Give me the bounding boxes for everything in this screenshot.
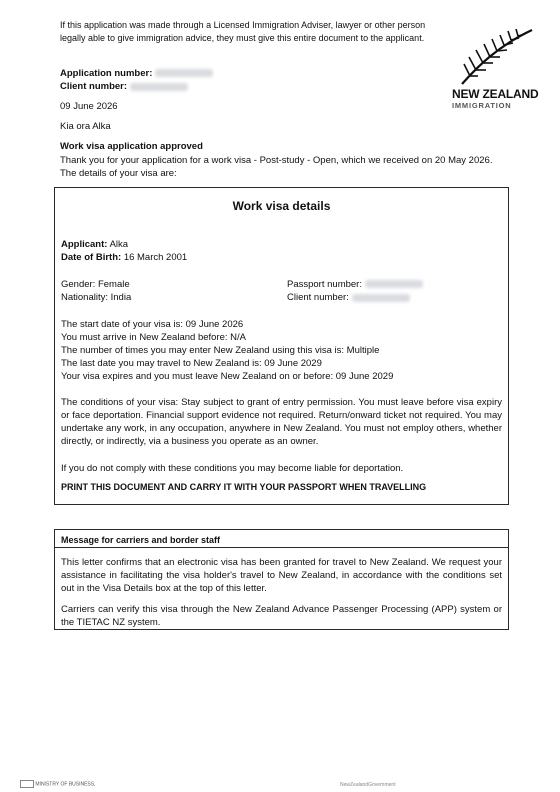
crest-icon xyxy=(20,780,34,788)
gender: Gender: Female xyxy=(61,279,130,290)
visa-expiry: Your visa expires and you must leave New Zealand on or before: 09 June 2029 xyxy=(61,371,394,383)
footer-ministry: MINISTRY OF BUSINESS, xyxy=(35,781,96,788)
greeting: Kia ora Alka xyxy=(60,121,111,132)
footer-left xyxy=(20,780,96,788)
applicant-label: Applicant: xyxy=(61,239,108,250)
silver-fern-icon xyxy=(456,26,536,86)
footer-right: NewZealandGovernment xyxy=(340,782,396,788)
logo-line1: NEW ZEALAND xyxy=(452,87,539,101)
dob-label: Date of Birth: xyxy=(61,252,122,264)
carriers-para1: This letter confirms that an electronic visa has been granted for travel to New Zealand. We request your assistance in facilitating the visa holder's travel to New Zealand, in accordance with the conditions set out in the Visa Details box at the top of this letter. xyxy=(61,557,502,595)
approval-heading: Work visa application approved xyxy=(60,141,203,152)
carriers-box xyxy=(54,529,509,630)
redacted-client-number xyxy=(130,83,188,91)
application-number-label: Application number: xyxy=(60,68,153,79)
letter-date: 09 June 2026 xyxy=(60,101,118,112)
client-number-label: Client number: xyxy=(60,81,128,93)
applicant-value: Alka xyxy=(109,239,129,250)
header-notice: If this application was made through a Licensed Immigration Adviser, lawyer or other person legally able to give immigration advice, they must give this entire document to the applicant. xyxy=(60,20,426,43)
deportation-warning: If you do not comply with these conditions you may become liable for deportation. xyxy=(61,463,404,474)
carriers-heading: Message for carriers and border staff xyxy=(61,535,221,545)
visa-start-date: The start date of your visa is: 09 June 2026 xyxy=(61,319,244,330)
redacted-box-client-number xyxy=(352,294,410,302)
last-travel-date: The last date you may travel to New Zealand is: 09 June 2029 xyxy=(61,358,322,370)
redacted-application-number xyxy=(155,69,213,77)
visa-details-box xyxy=(54,187,509,505)
entry-count: The number of times you may enter New Zealand using this visa is: Multiple xyxy=(61,345,380,357)
nz-immigration-logo xyxy=(452,26,548,114)
visa-box-title: Work visa details xyxy=(232,199,331,213)
carriers-para2: Carriers can verify this visa through the New Zealand Advance Passenger Processing (APP) system or the TIETAC NZ system. xyxy=(61,604,502,629)
visa-conditions: The conditions of your visa: Stay subject to grant of entry permission. You must leave before visa expiry or face deportation. Financial support evidence not required. Return/onward ticket not required. You may undertake any work, in any occupation, anywhere in New Zealand. You must not employ others, whether directly, or indirectly, via a business you operate as an owner. xyxy=(61,397,502,448)
dob-value: 16 March 2001 xyxy=(123,252,188,264)
logo-line2: IMMIGRATION xyxy=(452,101,512,110)
redacted-passport-number xyxy=(365,280,423,288)
nationality: Nationality: India xyxy=(61,292,132,304)
box-client-label: Client number: xyxy=(287,292,349,304)
print-notice: PRINT THIS DOCUMENT AND CARRY IT WITH YOUR PASSPORT WHEN TRAVELLING xyxy=(61,482,427,492)
arrive-before: You must arrive in New Zealand before: N/A xyxy=(61,332,246,344)
approval-text: Thank you for your application for a work visa - Post-study - Open, which we received on 20 May 2026. The details of your visa are: xyxy=(60,155,493,180)
passport-label: Passport number: xyxy=(287,279,362,290)
